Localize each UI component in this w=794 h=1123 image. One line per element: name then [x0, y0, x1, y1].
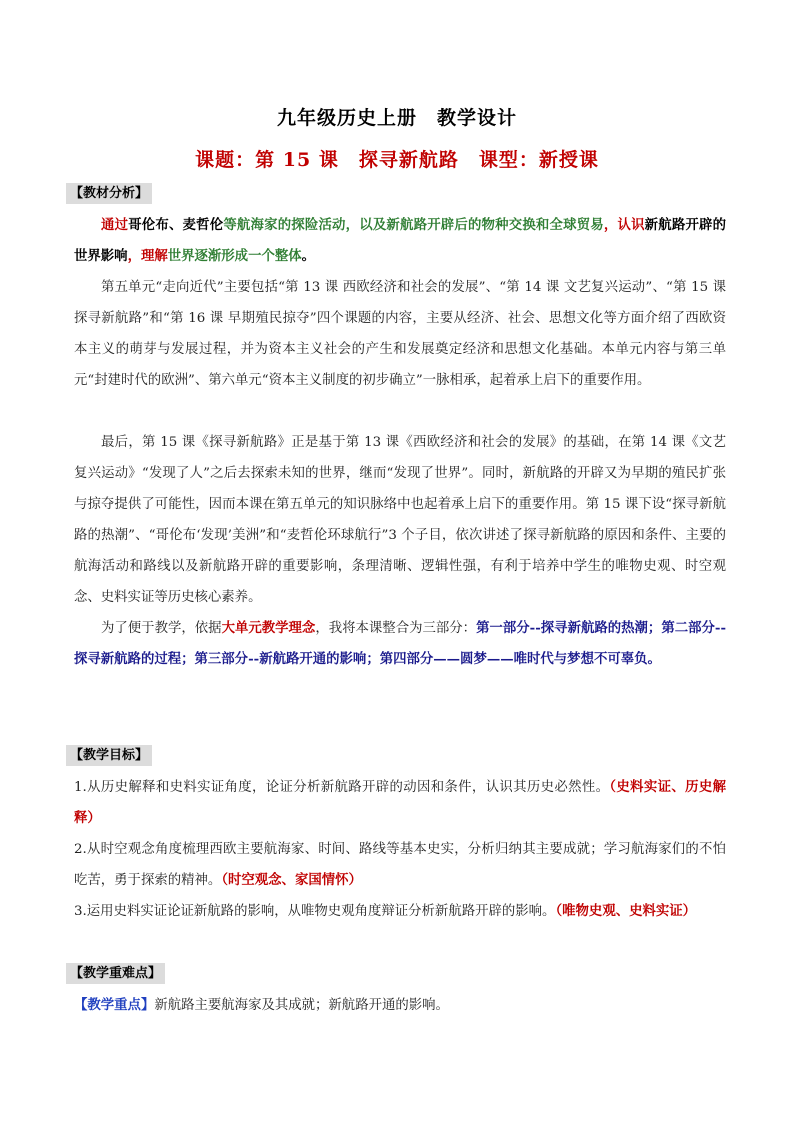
- key-points-line: [74, 990, 726, 1021]
- analysis-paragraph-1: [74, 210, 726, 272]
- analysis-p1-s5: 新航路开辟的世界影响: [74, 217, 727, 264]
- analysis-paragraph-3: 最后，第 15 课《探寻新航路》正是基于第 13 课《西欧经济和社会的发展》的基础，在第 14 课《文艺复兴运动》“发现了人”之后去探索未知的世界，继而“发现了世界”。同时，新航路的开辟又为早期的殖民扩张与掠夺提供了可能性，因而本课在第五单元的知识脉络中也起着承上启下的重要作用。第 15 课下设“探寻新航路的热潮”、“哥伦布‘发现’美洲”和“麦哲伦环球航行”3 个子目，依次讲述了探寻新航路的原因和条件、主要的航海活动和路线以及新航路开辟的重要影响，条理清晰、逻辑性强，有利于培养中学生的唯物史观、时空观念、史料实证等历史核心素养。: [74, 435, 726, 605]
- analysis-paragraph-2: 第五单元“走向近代”主要包括“第 13 课 西欧经济和社会的发展”、“第 14 课 文艺复兴运动”、“第 15 课探寻新航路”和“第 16 课 早期殖民掠夺”四个课题的内容，主要从经济、社会、思想文化等方面介绍了西欧资本主义的萌芽与发展过程，并为资本主义社会的产生和发展奠定经济和思想文化基础。本单元内容与第三单元“封建时代的欧洲”、第六单元“资本主义制度的初步确立”一脉相承，起着承上启下的重要作用。: [74, 280, 726, 388]
- analysis-p4-s3: ，我将本课整合为三部分：: [315, 621, 477, 636]
- key-points-text: 新航路主要航海家及其成就；新航路开通的影响。: [154, 998, 449, 1013]
- analysis-p1-s7: 世界逐渐形成一个整体: [167, 248, 302, 264]
- objective-item-1: [74, 772, 726, 834]
- analysis-p1-s1: 通过: [101, 217, 129, 233]
- section-label-objectives: 【教学目标】: [66, 745, 152, 766]
- analysis-p1-s4: ，认识: [603, 217, 645, 233]
- section-label-key-points: 【教学重难点】: [66, 963, 165, 984]
- analysis-p1-s8: 。: [301, 248, 316, 264]
- objective-2-tag: （时空观念、家国情怀）: [221, 872, 362, 888]
- analysis-p1-s2: 哥伦布、麦哲伦: [128, 217, 224, 233]
- objective-item-3: [74, 896, 726, 927]
- objective-1-text: 1.从历史解释和史料实证角度，论证分析新航路开辟的动因和条件，认识其历史必然性。: [74, 780, 610, 795]
- key-points-label: 【教学重点】: [74, 997, 155, 1013]
- page-title: 九年级历史上册 教学设计: [276, 107, 517, 129]
- objective-1-tag: （史料实证、历史解释）: [74, 779, 726, 826]
- analysis-p4-s5: 。: [647, 651, 661, 667]
- section-label-analysis: 【教材分析】: [66, 183, 152, 204]
- objective-3-text: 3.运用史料实证论证新航路的影响，从唯物史观角度辩证分析新航路开辟的影响。: [74, 904, 556, 919]
- analysis-p1-s6: ，理解: [127, 248, 168, 264]
- lesson-subtitle: 课题：第 15 课 探寻新航路 课型：新授课: [195, 149, 599, 171]
- objective-item-2: [74, 834, 726, 896]
- analysis-p4-s1: 为了便于教学，依据: [101, 621, 222, 636]
- analysis-p4-s2: 大单元教学理念: [221, 620, 316, 636]
- objective-3-tag: （唯物史观、史料实证）: [555, 903, 697, 919]
- analysis-p1-s3: 等航海家的探险活动，以及新航路开辟后的物种交换和全球贸易: [223, 217, 604, 233]
- objective-2-text: 2.从时空观念角度梳理西欧主要航海家、时间、路线等基本史实，分析归纳其主要成就；学习航海家们的不怕吃苦，勇于探索的精神。: [74, 842, 726, 888]
- analysis-paragraph-4: [74, 613, 726, 675]
- analysis-p4-s4: 第一部分--探寻新航路的热潮；第二部分--探寻新航路的过程；第三部分--新航路开通的影响；第四部分——圆梦——唯时代与梦想不可辜负: [74, 620, 727, 667]
